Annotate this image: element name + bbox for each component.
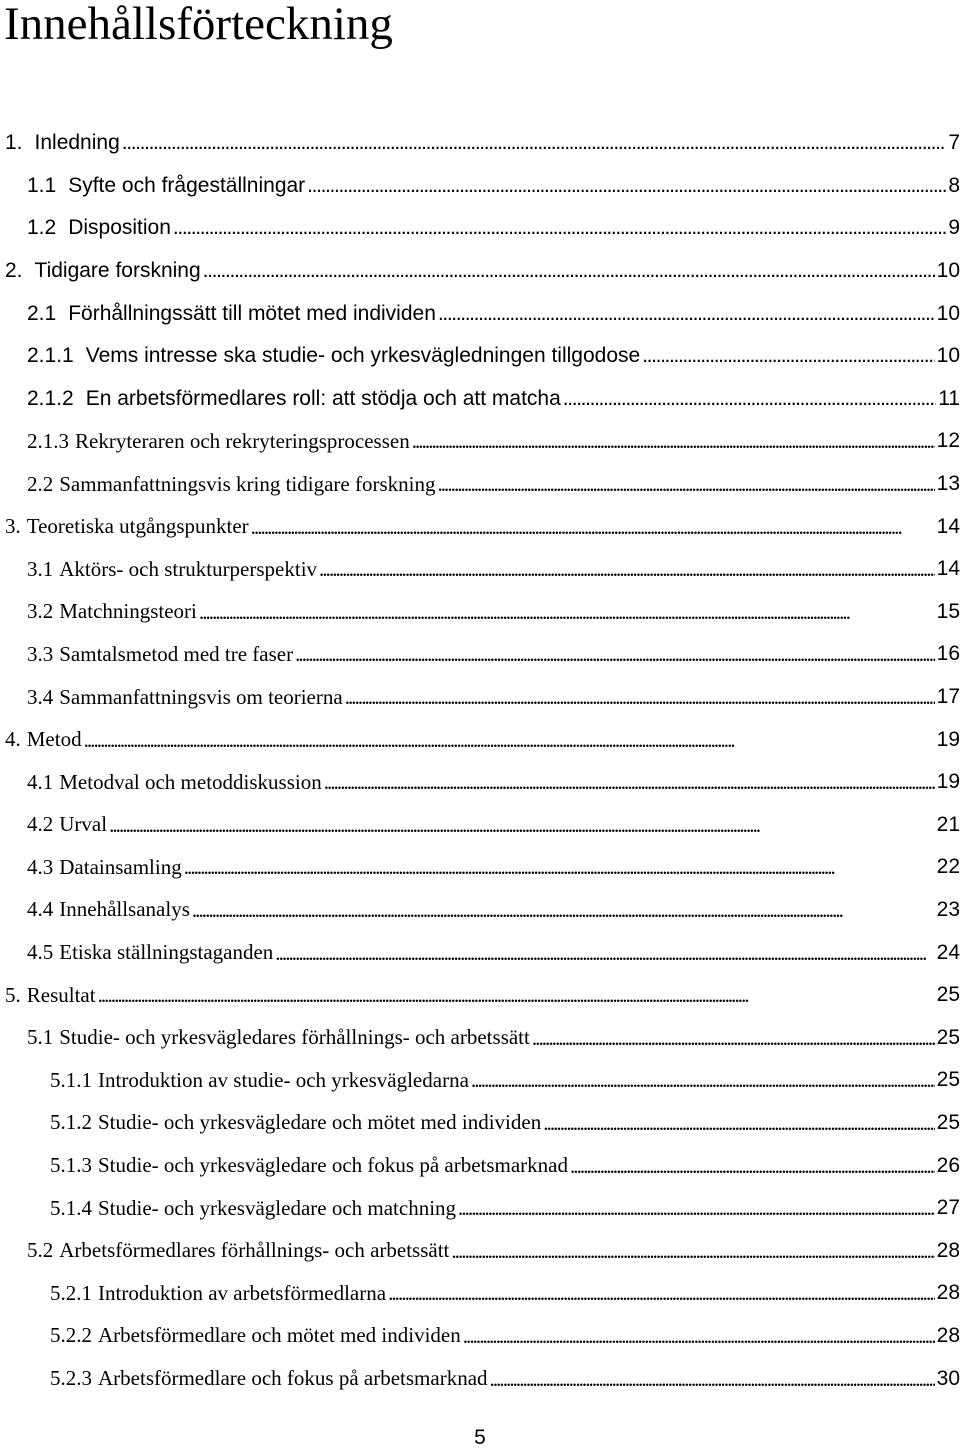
toc-entry[interactable] bbox=[0, 1272, 960, 1315]
toc-entry-leader bbox=[98, 983, 935, 1007]
toc-entry[interactable] bbox=[0, 463, 960, 506]
toc-entry[interactable] bbox=[0, 804, 960, 847]
toc-entry-label: Sammanfattningsvis kring tidigare forskning bbox=[59, 471, 436, 496]
toc-entry-page: 10 bbox=[936, 259, 960, 283]
toc-entry[interactable] bbox=[0, 761, 960, 804]
toc-entry-page: 13 bbox=[936, 472, 960, 496]
toc-entry-label: Studie- och yrkesvägledare och mötet med individen bbox=[98, 1110, 542, 1135]
toc-entry-number: 3.2 bbox=[27, 599, 54, 624]
toc-entry-label: En arbetsförmedlares roll: att stödja och att matcha bbox=[85, 386, 561, 410]
toc-entry-page: 10 bbox=[936, 301, 960, 325]
toc-entry-page: 10 bbox=[936, 344, 960, 368]
toc-entry-page: 8 bbox=[948, 173, 960, 197]
toc-entry-page: 12 bbox=[936, 429, 960, 453]
toc-entry-number: 5.1.3 bbox=[50, 1153, 92, 1178]
toc-entry[interactable] bbox=[0, 1229, 960, 1272]
toc-entry-label: Rekryteraren och rekryteringsprocessen bbox=[75, 428, 410, 453]
toc-entry-label: Arbetsförmedlare och fokus på arbetsmarknad bbox=[98, 1366, 488, 1391]
page-number: 5 bbox=[474, 1426, 486, 1449]
toc-entry-label: Inledning bbox=[34, 131, 120, 155]
toc-entry-label: Etiska ställningstaganden bbox=[59, 940, 274, 965]
toc-title: Innehållsförteckning bbox=[4, 0, 393, 50]
toc-entry[interactable] bbox=[0, 889, 960, 932]
toc-entry-number: 4.2 bbox=[27, 812, 54, 837]
toc-entry-page: 25 bbox=[936, 1068, 960, 1092]
toc-entry-number: 2.1.2 bbox=[27, 386, 74, 410]
toc-entry-label: Resultat bbox=[26, 982, 96, 1007]
toc-entry[interactable] bbox=[0, 1144, 960, 1187]
toc-entry[interactable] bbox=[0, 122, 960, 165]
toc-entry-leader bbox=[109, 813, 935, 837]
toc-entry-label: Studie- och yrkesvägledare och fokus på arbetsmarknad bbox=[98, 1153, 568, 1178]
toc-entry-leader bbox=[438, 302, 935, 326]
toc-entry-page: 27 bbox=[936, 1196, 960, 1220]
toc-entry-label: Datainsamling bbox=[59, 854, 182, 879]
toc-entry-label: Studie- och yrkesvägledare och matchning bbox=[98, 1195, 457, 1220]
toc-entry-leader bbox=[532, 1026, 935, 1050]
toc-entry-leader bbox=[84, 728, 935, 752]
toc-entry-number: 4.1 bbox=[27, 769, 54, 794]
toc-entry-leader bbox=[543, 1111, 934, 1135]
toc-entry-number: 4.5 bbox=[27, 940, 54, 965]
toc-entry-leader bbox=[319, 557, 935, 581]
toc-entry-page: 17 bbox=[936, 685, 960, 709]
toc-entry-number: 4. bbox=[5, 727, 21, 752]
toc-entry[interactable] bbox=[0, 1357, 960, 1400]
toc-entry-number: 5.1.4 bbox=[50, 1195, 92, 1220]
toc-entry-page: 26 bbox=[936, 1153, 960, 1177]
toc-entry-leader bbox=[307, 174, 946, 198]
toc-entry[interactable] bbox=[0, 505, 960, 548]
toc-entry-number: 1.2 bbox=[27, 216, 57, 240]
toc-entry-number: 2.1.3 bbox=[27, 428, 69, 453]
toc-entry-page: 28 bbox=[936, 1238, 960, 1262]
toc-entry[interactable] bbox=[0, 718, 960, 761]
toc-entry-page: 19 bbox=[936, 727, 960, 751]
toc-entry-leader bbox=[275, 941, 934, 965]
toc-entry-page: 19 bbox=[936, 770, 960, 794]
toc-entry-label: Introduktion av studie- och yrkesvägledarna bbox=[98, 1067, 469, 1092]
toc-entry-label: Arbetsförmedlare och mötet med individen bbox=[98, 1323, 461, 1348]
toc-entry[interactable] bbox=[0, 1102, 960, 1145]
toc-entry[interactable] bbox=[0, 1315, 960, 1358]
toc-entry-page: 22 bbox=[936, 855, 960, 879]
toc-entry[interactable] bbox=[0, 420, 960, 463]
toc-entry-number: 5.2.3 bbox=[50, 1366, 92, 1391]
toc-entry-page: 28 bbox=[936, 1281, 960, 1305]
toc-entry-label: Tidigare forskning bbox=[34, 259, 201, 283]
toc-entry[interactable] bbox=[0, 676, 960, 719]
toc-entry-leader bbox=[324, 770, 935, 794]
toc-entry-label: Aktörs- och strukturperspektiv bbox=[59, 556, 318, 581]
toc-entry-number: 3.3 bbox=[27, 641, 54, 666]
toc-entry[interactable] bbox=[0, 207, 960, 250]
toc-entry-page: 11 bbox=[938, 386, 960, 410]
toc-entry-label: Samtalsmetod med tre faser bbox=[59, 641, 294, 666]
toc-entry[interactable] bbox=[0, 591, 960, 634]
toc-entry[interactable] bbox=[0, 165, 960, 208]
toc-entry[interactable] bbox=[0, 1016, 960, 1059]
toc-entry-leader bbox=[122, 131, 947, 155]
toc-entry[interactable] bbox=[0, 1059, 960, 1102]
toc-entry[interactable] bbox=[0, 250, 960, 293]
toc-entry-label: Innehållsanalys bbox=[59, 897, 190, 922]
toc-entry-page: 25 bbox=[936, 983, 960, 1007]
toc-entry-number: 5.2 bbox=[27, 1238, 54, 1263]
toc-entry-page: 25 bbox=[936, 1025, 960, 1049]
toc-entry-label: Metod bbox=[26, 727, 82, 752]
toc-entry-leader bbox=[451, 1239, 934, 1263]
toc-entry[interactable] bbox=[0, 974, 960, 1017]
toc-entry[interactable] bbox=[0, 292, 960, 335]
toc-entry-leader bbox=[471, 1068, 935, 1092]
toc-entry-label: Matchningsteori bbox=[59, 599, 197, 624]
toc-entry-label: Vems intresse ska studie- och yrkesvägledningen tillgodose bbox=[85, 344, 641, 368]
toc-entry-number: 2. bbox=[5, 259, 23, 283]
toc-entry-label: Arbetsförmedlares förhållnings- och arbetssätt bbox=[59, 1238, 450, 1263]
toc-entry-leader bbox=[199, 600, 935, 624]
toc-entry-page: 15 bbox=[936, 599, 960, 623]
toc-entry[interactable] bbox=[0, 548, 960, 591]
toc-entry-label: Teoretiska utgångspunkter bbox=[26, 514, 249, 539]
toc-entry-number: 1. bbox=[5, 131, 23, 155]
toc-entry-page: 25 bbox=[936, 1110, 960, 1134]
toc-entry-page: 24 bbox=[936, 940, 960, 964]
toc-entry-label: Disposition bbox=[68, 216, 171, 240]
toc-entry[interactable] bbox=[0, 846, 960, 889]
toc-entry-number: 3.1 bbox=[27, 556, 54, 581]
toc-entry-label: Urval bbox=[59, 812, 108, 837]
toc-entry-page: 21 bbox=[936, 812, 960, 836]
toc-entry-leader bbox=[437, 472, 934, 496]
toc-entry-number: 5. bbox=[5, 982, 21, 1007]
toc-entry-leader bbox=[642, 344, 934, 368]
toc-entry-number: 2.1 bbox=[27, 301, 57, 325]
toc-entry-label: Förhållningssätt till mötet med individen bbox=[68, 301, 436, 325]
toc-entry-number: 2.1.1 bbox=[27, 344, 74, 368]
toc-entry[interactable] bbox=[0, 378, 960, 421]
toc-entry-number: 3. bbox=[5, 514, 21, 539]
toc-entry-label: Sammanfattningsvis om teorierna bbox=[59, 684, 343, 709]
toc-entry-number: 5.1.2 bbox=[50, 1110, 92, 1135]
toc-entry-leader bbox=[192, 898, 935, 922]
toc-entry-page: 28 bbox=[936, 1323, 960, 1347]
toc-entry-leader bbox=[563, 387, 936, 411]
toc-entry-label: Syfte och frågeställningar bbox=[68, 173, 306, 197]
toc-entry-label: Metodval och metoddiskussion bbox=[59, 769, 322, 794]
toc-entry[interactable] bbox=[0, 1187, 960, 1230]
toc-entry[interactable] bbox=[0, 931, 960, 974]
toc-entry-leader bbox=[412, 429, 935, 453]
toc-entry-number: 5.1 bbox=[27, 1025, 54, 1050]
toc-entry-label: Introduktion av arbetsförmedlarna bbox=[98, 1280, 387, 1305]
toc-entry-number: 3.4 bbox=[27, 684, 54, 709]
toc-entry[interactable] bbox=[0, 335, 960, 378]
toc-entry-leader bbox=[251, 515, 935, 539]
toc-entry-page: 30 bbox=[936, 1366, 960, 1390]
toc-list bbox=[0, 122, 960, 1400]
toc-entry-number: 4.3 bbox=[27, 854, 54, 879]
toc-entry-leader bbox=[458, 1196, 935, 1220]
toc-entry-leader bbox=[345, 685, 935, 709]
toc-entry-number: 4.4 bbox=[27, 897, 54, 922]
toc-entry-leader bbox=[173, 216, 946, 240]
toc-entry-page: 16 bbox=[936, 642, 960, 666]
toc-entry-page: 7 bbox=[948, 131, 960, 155]
toc-entry-page: 14 bbox=[936, 514, 960, 538]
toc-entry-number: 5.2.1 bbox=[50, 1280, 92, 1305]
toc-entry-leader bbox=[490, 1367, 935, 1391]
toc-entry-leader bbox=[203, 259, 935, 283]
toc-entry-label: Studie- och yrkesvägledares förhållnings- och arbetssätt bbox=[59, 1025, 530, 1050]
toc-entry-leader bbox=[570, 1154, 935, 1178]
toc-entry-leader bbox=[295, 642, 935, 666]
toc-entry-number: 2.2 bbox=[27, 471, 54, 496]
toc-entry-leader bbox=[184, 855, 935, 879]
toc-entry-number: 5.1.1 bbox=[50, 1067, 92, 1092]
toc-entry-page: 9 bbox=[948, 216, 960, 240]
toc-entry-leader bbox=[388, 1281, 935, 1305]
toc-entry-page: 23 bbox=[936, 897, 960, 921]
toc-entry-leader bbox=[463, 1324, 935, 1348]
toc-entry-page: 14 bbox=[936, 557, 960, 581]
toc-entry[interactable] bbox=[0, 633, 960, 676]
toc-entry-number: 1.1 bbox=[27, 173, 57, 197]
toc-entry-number: 5.2.2 bbox=[50, 1323, 92, 1348]
